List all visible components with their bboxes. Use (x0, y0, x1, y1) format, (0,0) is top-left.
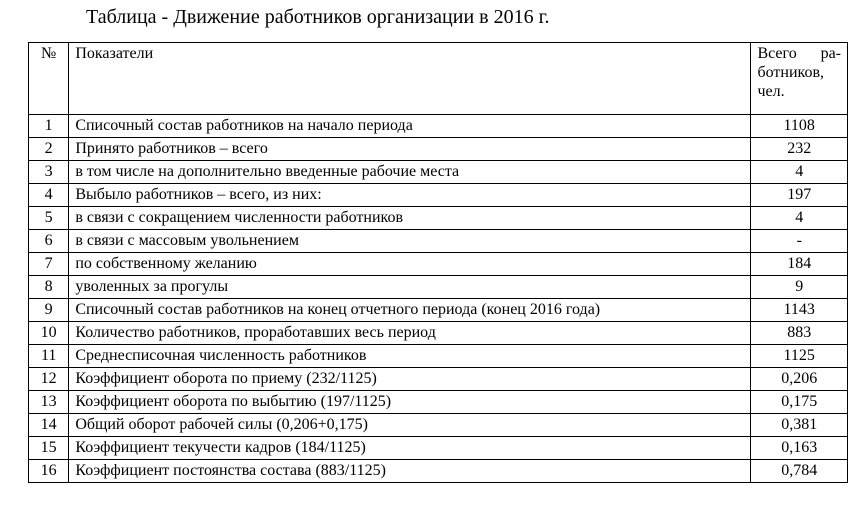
row-indicator: Коэффициент оборота по выбытию (197/1125) (69, 391, 751, 414)
row-value: 184 (751, 253, 848, 276)
workforce-movement-table (28, 42, 848, 483)
row-indicator: Выбыло работников – всего, из них: (69, 184, 751, 207)
row-value: 0,163 (751, 437, 848, 460)
header-indicator: Показатели (69, 43, 751, 115)
row-number: 12 (29, 368, 69, 391)
row-indicator: Среднесписочная численность работников (69, 345, 751, 368)
table-row (29, 230, 848, 253)
row-indicator: Коэффициент текучести кадров (184/1125) (69, 437, 751, 460)
row-value: - (751, 230, 848, 253)
row-number: 3 (29, 161, 69, 184)
table-row (29, 437, 848, 460)
table-row (29, 138, 848, 161)
row-number: 8 (29, 276, 69, 299)
row-indicator: Принято работников – всего (69, 138, 751, 161)
header-total-employees: Всего ра-ботников, чел. (751, 43, 848, 115)
table-row (29, 184, 848, 207)
row-number: 13 (29, 391, 69, 414)
row-indicator: Коэффициент постоянства состава (883/1125) (69, 460, 751, 483)
row-number: 4 (29, 184, 69, 207)
table-header-row (29, 43, 848, 115)
row-indicator: уволенных за прогулы (69, 276, 751, 299)
row-indicator: Списочный состав работников на конец отчетного периода (конец 2016 года) (69, 299, 751, 322)
row-value: 232 (751, 138, 848, 161)
row-indicator: Общий оборот рабочей силы (0,206+0,175) (69, 414, 751, 437)
row-value: 1143 (751, 299, 848, 322)
table-row (29, 368, 848, 391)
table-row (29, 253, 848, 276)
row-indicator: в связи с массовым увольнением (69, 230, 751, 253)
row-indicator: Списочный состав работников на начало периода (69, 115, 751, 138)
table-row (29, 207, 848, 230)
row-indicator: в связи с сокращением численности работников (69, 207, 751, 230)
row-indicator: по собственному желанию (69, 253, 751, 276)
row-value: 0,206 (751, 368, 848, 391)
table-row (29, 414, 848, 437)
row-number: 5 (29, 207, 69, 230)
row-value: 0,381 (751, 414, 848, 437)
row-indicator: Количество работников, проработавших весь период (69, 322, 751, 345)
row-value: 4 (751, 207, 848, 230)
row-number: 1 (29, 115, 69, 138)
table-row (29, 299, 848, 322)
table-row (29, 460, 848, 483)
table-row (29, 161, 848, 184)
row-value: 883 (751, 322, 848, 345)
row-value: 0,784 (751, 460, 848, 483)
row-value: 0,175 (751, 391, 848, 414)
row-number: 11 (29, 345, 69, 368)
row-number: 16 (29, 460, 69, 483)
table-row (29, 345, 848, 368)
row-value: 4 (751, 161, 848, 184)
row-number: 15 (29, 437, 69, 460)
row-number: 10 (29, 322, 69, 345)
table-row (29, 322, 848, 345)
table-row (29, 115, 848, 138)
row-indicator: в том числе на дополнительно введенные рабочие места (69, 161, 751, 184)
table-caption: Таблица - Движение работников организации в 2016 г. (86, 6, 550, 28)
table-row (29, 391, 848, 414)
row-value: 1108 (751, 115, 848, 138)
row-number: 2 (29, 138, 69, 161)
row-number: 9 (29, 299, 69, 322)
row-value: 1125 (751, 345, 848, 368)
table-row (29, 276, 848, 299)
row-number: 14 (29, 414, 69, 437)
row-value: 9 (751, 276, 848, 299)
row-value: 197 (751, 184, 848, 207)
row-number: 6 (29, 230, 69, 253)
row-indicator: Коэффициент оборота по приему (232/1125) (69, 368, 751, 391)
header-number: № (29, 43, 69, 115)
row-number: 7 (29, 253, 69, 276)
